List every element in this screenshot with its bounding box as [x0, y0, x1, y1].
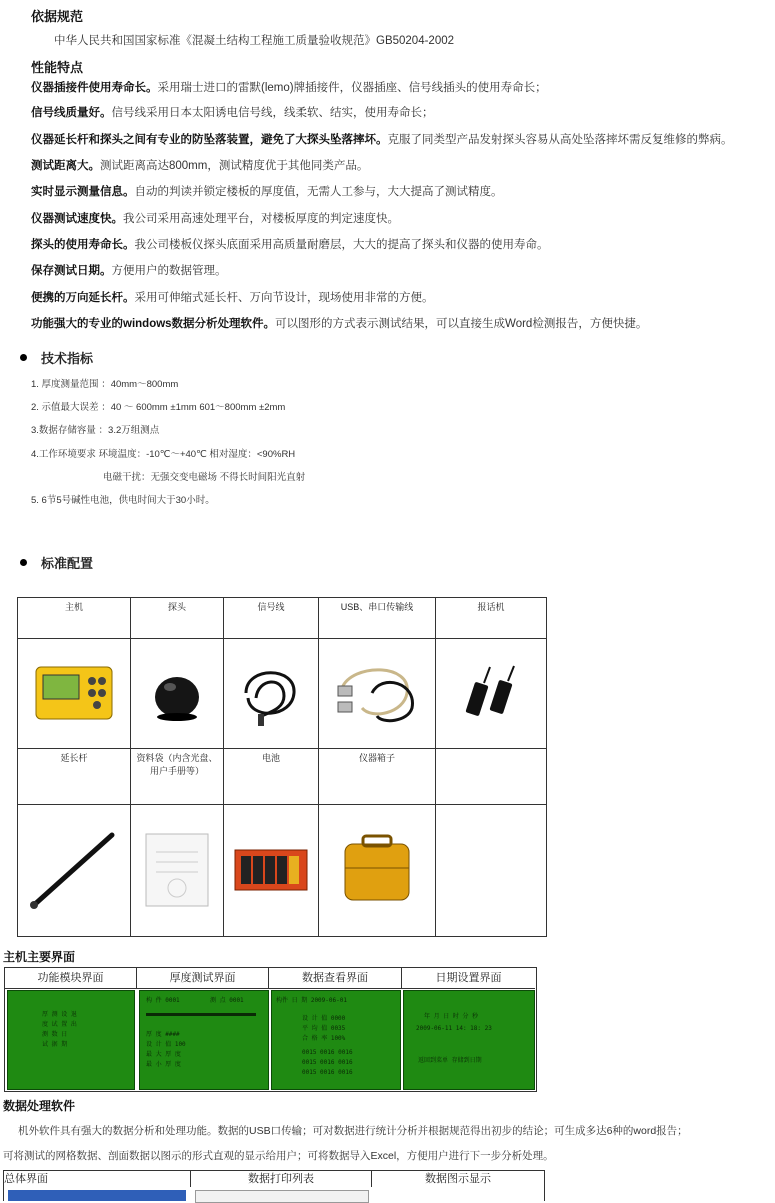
- feature-item: [31, 79, 547, 95]
- battery-image: [224, 805, 319, 937]
- bullet-icon: [20, 559, 27, 566]
- spec-item: 4.工作环境要求 环境温度：-10℃～+40℃ 相对湿度：<90%RH: [31, 449, 296, 460]
- feature-item: [31, 157, 368, 173]
- feature-text: 采用可伸缩式延长杆、万向节设计，现场使用非常的方便。: [134, 292, 434, 304]
- feature-item: [31, 104, 434, 120]
- bullet-icon: [20, 354, 27, 361]
- feature-item: [31, 262, 227, 278]
- cell-extension-rod: 延长杆: [18, 749, 131, 805]
- feature-text: 我公司楼板仪探头底面采用高质量耐磨层，大大的提高了探头和仪器的使用寿命。: [134, 239, 549, 251]
- cell-battery: 电池: [224, 749, 319, 805]
- features-title: 性能特点: [31, 60, 84, 75]
- screen-text: 厚 测 设 退: [42, 1011, 77, 1018]
- feature-bold: 信号线质量好。: [31, 107, 112, 119]
- basis-title: 依据规范: [31, 9, 84, 24]
- instrument-case-image: [319, 805, 436, 937]
- ui-header-date: 日期设置界面: [402, 968, 535, 989]
- function-screen: [7, 990, 135, 1090]
- software-header-overview: 总体界面: [4, 1171, 191, 1187]
- ui-header-data-view: 数据查看界面: [269, 968, 402, 989]
- feature-item: [31, 210, 399, 226]
- feature-text: 测试距离高达800mm，测试精度优于其他同类产品。: [100, 160, 369, 172]
- screen-text: 最 大 厚 度: [146, 1051, 181, 1058]
- screen-text: 平 均 值 0035: [302, 1025, 346, 1032]
- print-list-screenshot: [195, 1190, 369, 1203]
- feature-item: [31, 315, 647, 331]
- specs-title: 技术指标: [41, 351, 94, 366]
- screen-text: 年 月 日 时 分 秒: [424, 1013, 479, 1020]
- software-title: 数据处理软件: [3, 1099, 76, 1113]
- host-image: [18, 639, 131, 749]
- software-line1: 机外软件具有强大的数据分析和处理功能。数据的USB口传输；可对数据进行统计分析并根据规范得出初步的结论；可生成多达6种的word报告；: [18, 1125, 688, 1137]
- screen-text: 合 格 率 100%: [302, 1035, 346, 1042]
- feature-bold: 保存测试日期。: [31, 265, 112, 277]
- feature-text: 我公司采用高速处理平台，对楼板厚度的判定速度快。: [123, 213, 399, 225]
- ui-header-function: 功能模块界面: [5, 968, 137, 989]
- cell-empty: [436, 749, 547, 805]
- screen-text: 构 件 0001: [146, 997, 180, 1004]
- walkie-talkie-image: [436, 639, 547, 749]
- screen-text: 0015 0016 0016: [302, 1049, 353, 1056]
- spec-item: 2. 示值最大误差 ：40 ～ 600mm ±1mm 601～800mm ±2mm: [31, 402, 286, 413]
- cell-probe: 探头: [131, 598, 224, 639]
- feature-text: 采用瑞士进口的雷默(lemo)牌插接件，仪器插座、信号线插头的使用寿命长；: [157, 82, 547, 94]
- software-screens: [3, 1170, 545, 1201]
- spec-item: 3.数据存储容量 ：3.2万组测点: [31, 425, 160, 436]
- screen-text: 测 点 0001: [210, 997, 244, 1004]
- screen-text: 设 计 值 0000: [302, 1015, 346, 1022]
- screen-text: 测 数 日: [42, 1031, 68, 1038]
- screen-text: 0015 0016 0016: [302, 1059, 353, 1066]
- screen-text: 0015 0016 0016: [302, 1069, 353, 1076]
- software-header-chart-view: 数据图示显示: [425, 1173, 491, 1185]
- screen-text: 设 计 值 100: [146, 1041, 186, 1048]
- cell-instrument-case: 仪器箱子: [319, 749, 436, 805]
- feature-text: 可以图形的方式表示测试结果，可以直接生成Word检测报告，方便快捷。: [275, 318, 648, 330]
- probe-image: [131, 639, 224, 749]
- feature-text: 自动的判读并锁定楼板的厚度值，无需人工参与，大大提高了测试精度。: [134, 186, 503, 198]
- ui-screens-grid: [4, 967, 537, 1092]
- document-bag-image: [131, 805, 224, 937]
- overview-screenshot: [8, 1190, 186, 1201]
- feature-bold: 探头的使用寿命长。: [31, 239, 135, 251]
- basis-text: 中华人民共和国国家标准《混凝土结构工程施工质量验收规范》GB50204-2002: [54, 35, 455, 47]
- screen-text: 2009-06-11 14: 18: 23: [416, 1025, 492, 1032]
- signal-cable-image: [224, 639, 319, 749]
- cell-usb-cable: USB、串口传输线: [319, 598, 436, 639]
- usb-cable-image: [319, 639, 436, 749]
- ui-header-thickness: 厚度测试界面: [137, 968, 269, 989]
- extension-rod-image: [18, 805, 131, 937]
- data-view-screen: [271, 990, 401, 1090]
- feature-bold: 便携的万向延长杆。: [31, 292, 135, 304]
- cell-empty-image: [436, 805, 547, 937]
- screen-text: 试 据 期: [42, 1041, 68, 1048]
- thickness-screen: [139, 990, 269, 1090]
- screen-text: 度 试 置 出: [42, 1021, 77, 1028]
- feature-item: [31, 289, 434, 305]
- screen-text: 厚 度 ####: [146, 1031, 180, 1038]
- screen-text: 返回到菜单 存储到日期: [418, 1057, 482, 1064]
- cell-walkie-talkie: 报话机: [436, 598, 547, 639]
- software-header-print-list: 数据打印列表: [191, 1171, 372, 1187]
- software-line2: 可将测试的网格数据、剖面数据以图示的形式直观的显示给用户；可将数据导入Excel，方便用户进行下一步分析处理。: [3, 1150, 554, 1162]
- spec-item: 5. 6节5号碱性电池，供电时间大于30小时。: [31, 495, 215, 506]
- specs-heading: [20, 348, 93, 367]
- feature-item: [31, 236, 549, 252]
- cell-signal-cable: 信号线: [224, 598, 319, 639]
- screen-text: 最 小 厚 度: [146, 1061, 181, 1068]
- feature-item: [31, 131, 733, 147]
- feature-bold: 仪器延长杆和探头之间有专业的防坠落装置，避免了大探头坠落摔坏。: [31, 134, 388, 146]
- thickness-bar: [146, 1013, 256, 1016]
- feature-bold: 实时显示测量信息。: [31, 186, 135, 198]
- screen-text: 构件 日 期 2009-06-01: [276, 997, 347, 1004]
- feature-bold: 仪器插接件使用寿命长。: [31, 82, 158, 94]
- cell-host: 主机: [18, 598, 131, 639]
- ui-title: 主机主要界面: [3, 950, 76, 964]
- config-table: [17, 597, 547, 937]
- feature-text: 信号线采用日本太阳诱电信号线，线柔软、结实，使用寿命长；: [111, 107, 434, 119]
- spec-item: 1. 厚度测量范围 ：40mm～800mm: [31, 379, 179, 390]
- date-screen: [403, 990, 535, 1090]
- config-title: 标准配置: [41, 556, 94, 571]
- feature-item: [31, 183, 503, 199]
- feature-bold: 功能强大的专业的windows数据分析处理软件。: [31, 318, 276, 330]
- feature-text: 方便用户的数据管理。: [111, 265, 227, 277]
- feature-text: 克服了同类型产品发射探头容易从高处坠落摔坏需反复维修的弊病。: [387, 134, 733, 146]
- config-heading: [20, 553, 93, 572]
- feature-bold: 测试距离大。: [31, 160, 100, 172]
- spec-item: 电磁干扰：无强交变电磁场 不得长时间阳光直射: [103, 472, 306, 483]
- feature-bold: 仪器测试速度快。: [31, 213, 123, 225]
- cell-document-bag: 资料袋（内含光盘、用户手册等）: [131, 749, 224, 805]
